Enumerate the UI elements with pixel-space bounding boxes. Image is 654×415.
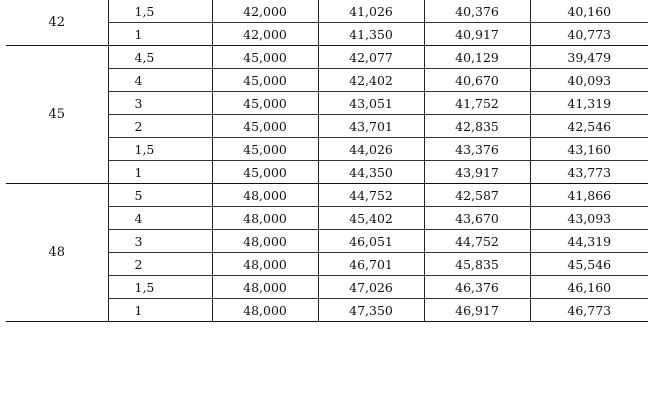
major-diameter-cell: 48,000	[212, 184, 318, 207]
pitch-diameter-cell: 41,350	[318, 23, 424, 46]
minor-diameter-internal-cell: 46,917	[424, 299, 530, 322]
minor-diameter-internal-cell: 40,376	[424, 0, 530, 23]
minor-diameter-internal-cell: 42,587	[424, 184, 530, 207]
pitch-diameter-cell: 44,752	[318, 184, 424, 207]
major-diameter-cell: 48,000	[212, 299, 318, 322]
minor-diameter-external-cell: 43,773	[530, 161, 648, 184]
pitch-cell: 5	[108, 184, 212, 207]
pitch-cell: 2	[108, 253, 212, 276]
pitch-diameter-cell: 45,402	[318, 207, 424, 230]
minor-diameter-external-cell: 40,773	[530, 23, 648, 46]
minor-diameter-external-cell: 41,866	[530, 184, 648, 207]
major-diameter-cell: 45,000	[212, 138, 318, 161]
major-diameter-cell: 42,000	[212, 0, 318, 23]
pitch-diameter-cell: 43,701	[318, 115, 424, 138]
pitch-diameter-cell: 44,026	[318, 138, 424, 161]
pitch-cell: 4	[108, 207, 212, 230]
minor-diameter-external-cell: 40,160	[530, 0, 648, 23]
minor-diameter-internal-cell: 45,835	[424, 253, 530, 276]
pitch-diameter-cell: 46,051	[318, 230, 424, 253]
minor-diameter-internal-cell: 40,917	[424, 23, 530, 46]
major-diameter-cell: 45,000	[212, 46, 318, 69]
table-row	[6, 184, 648, 207]
minor-diameter-internal-cell: 46,376	[424, 276, 530, 299]
pitch-diameter-cell: 43,051	[318, 92, 424, 115]
minor-diameter-internal-cell: 43,376	[424, 138, 530, 161]
pitch-cell: 1	[108, 161, 212, 184]
minor-diameter-external-cell: 40,093	[530, 69, 648, 92]
thread-dimension-table	[6, 0, 648, 322]
pitch-diameter-cell: 44,350	[318, 161, 424, 184]
minor-diameter-internal-cell: 44,752	[424, 230, 530, 253]
pitch-diameter-cell: 47,026	[318, 276, 424, 299]
minor-diameter-external-cell: 46,773	[530, 299, 648, 322]
major-diameter-cell: 48,000	[212, 253, 318, 276]
nominal-size-cell: 45	[6, 46, 108, 184]
nominal-size-cell: 42	[6, 0, 108, 46]
minor-diameter-internal-cell: 43,670	[424, 207, 530, 230]
minor-diameter-internal-cell: 41,752	[424, 92, 530, 115]
major-diameter-cell: 42,000	[212, 23, 318, 46]
major-diameter-cell: 45,000	[212, 69, 318, 92]
minor-diameter-internal-cell: 40,129	[424, 46, 530, 69]
minor-diameter-external-cell: 42,546	[530, 115, 648, 138]
nominal-size-cell: 48	[6, 184, 108, 322]
pitch-cell: 3	[108, 230, 212, 253]
pitch-cell: 1	[108, 299, 212, 322]
minor-diameter-internal-cell: 42,835	[424, 115, 530, 138]
table-body	[6, 0, 648, 322]
minor-diameter-external-cell: 44,319	[530, 230, 648, 253]
minor-diameter-external-cell: 43,160	[530, 138, 648, 161]
minor-diameter-internal-cell: 43,917	[424, 161, 530, 184]
minor-diameter-internal-cell: 40,670	[424, 69, 530, 92]
minor-diameter-external-cell: 46,160	[530, 276, 648, 299]
major-diameter-cell: 45,000	[212, 115, 318, 138]
pitch-diameter-cell: 41,026	[318, 0, 424, 23]
major-diameter-cell: 48,000	[212, 276, 318, 299]
major-diameter-cell: 48,000	[212, 207, 318, 230]
pitch-cell: 3	[108, 92, 212, 115]
table-row	[6, 0, 648, 23]
table-row	[6, 46, 648, 69]
minor-diameter-external-cell: 41,319	[530, 92, 648, 115]
pitch-cell: 4	[108, 69, 212, 92]
pitch-cell: 2	[108, 115, 212, 138]
pitch-cell: 1	[108, 23, 212, 46]
pitch-diameter-cell: 42,402	[318, 69, 424, 92]
pitch-cell: 1,5	[108, 276, 212, 299]
pitch-diameter-cell: 46,701	[318, 253, 424, 276]
pitch-cell: 1,5	[108, 0, 212, 23]
major-diameter-cell: 45,000	[212, 161, 318, 184]
pitch-cell: 1,5	[108, 138, 212, 161]
pitch-diameter-cell: 42,077	[318, 46, 424, 69]
pitch-diameter-cell: 47,350	[318, 299, 424, 322]
pitch-cell: 4,5	[108, 46, 212, 69]
minor-diameter-external-cell: 39,479	[530, 46, 648, 69]
major-diameter-cell: 45,000	[212, 92, 318, 115]
major-diameter-cell: 48,000	[212, 230, 318, 253]
minor-diameter-external-cell: 45,546	[530, 253, 648, 276]
minor-diameter-external-cell: 43,093	[530, 207, 648, 230]
